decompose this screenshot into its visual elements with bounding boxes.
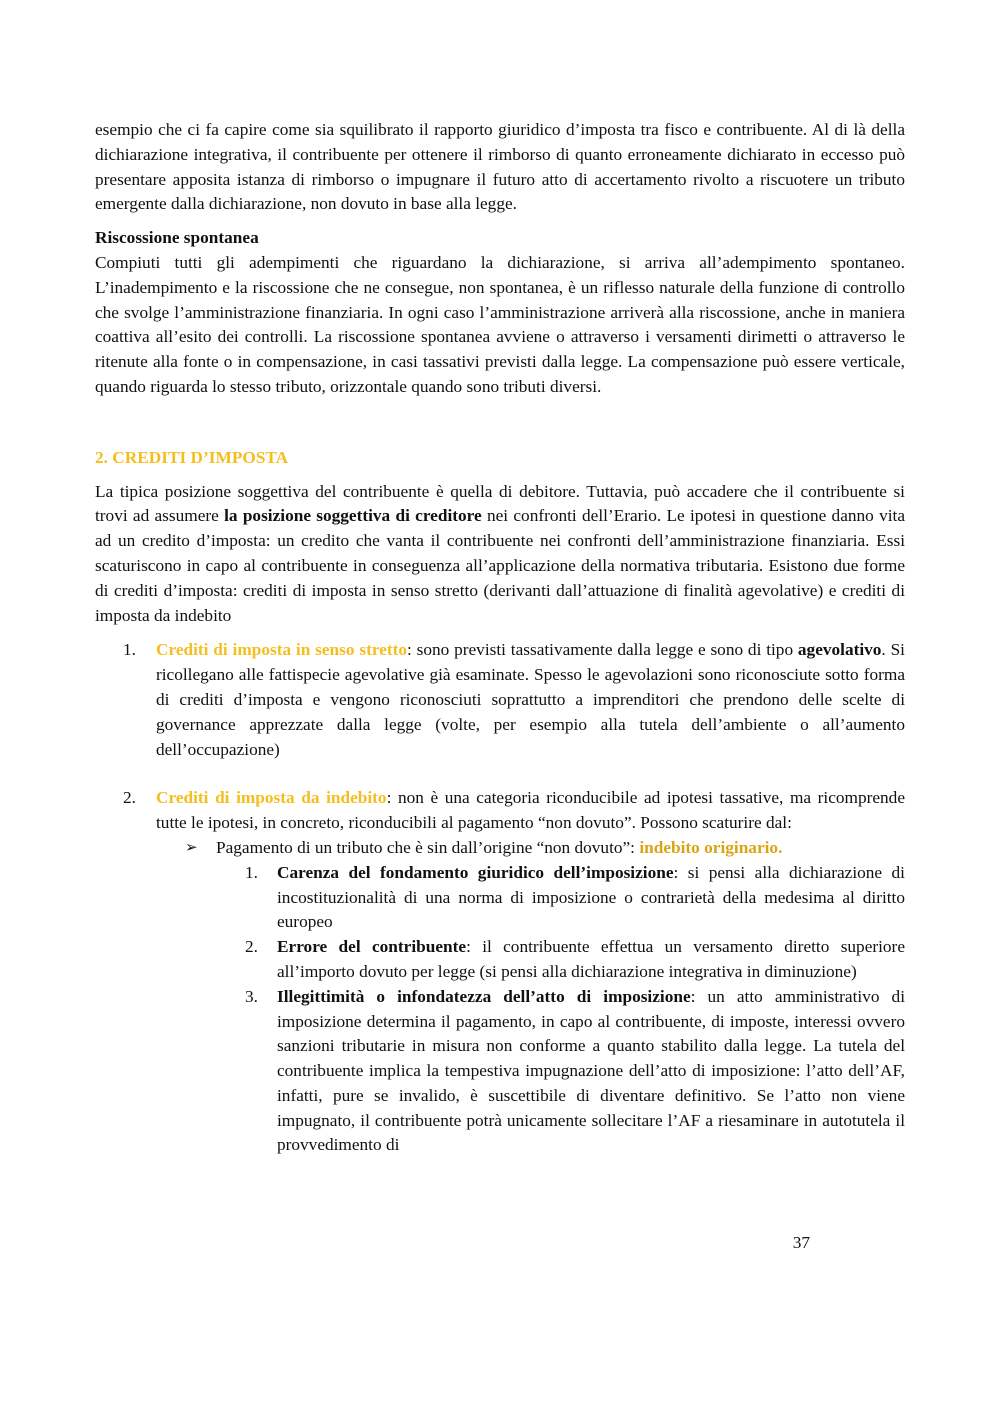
sub-list-item-2-text: : il contribuente effettua un versamento diretto superiore all’importo dovuto per legge (si pensi alla dichiarazione integrativa in diminuzione) xyxy=(277,937,905,981)
section-paragraph-text-b: nei confronti dell’Erario. Le ipotesi in questione danno vita ad un credito d’imposta: un credito che vanta il contribuente nei confronti dell’amministrazione finanziaria. Essi scaturiscono in capo al contribuente in conseguenza all’applicazione della normativa tributaria. Esistono due forme di crediti d’imposta: crediti di imposta in senso stretto (derivanti dall’attuazione di finalità agevolative) e crediti di imposta da indebito xyxy=(95,506,905,625)
sub-list-item-3-bold: Illegittimità o infondatezza dell’atto di imposizione xyxy=(277,986,691,1006)
list-number-1: 1. xyxy=(123,640,136,660)
list-item-1 xyxy=(123,638,905,762)
sub-list-item-3 xyxy=(245,985,905,1159)
sub-list-item-1-text: : si pensi alla dichiarazione di incostituzionalità di una norma di imposizione o contrarietà della medesima al diritto europeo xyxy=(277,862,905,932)
riscossione-heading: Riscossione spontanea xyxy=(95,228,259,248)
list-item-2-title: Crediti di imposta da indebito xyxy=(156,788,387,808)
bullet-text: Pagamento di un tributo che è sin dall’origine “non dovuto”: xyxy=(216,837,640,857)
list-item-2 xyxy=(123,786,905,836)
sub-list-item-1-bold: Carenza del fondamento giuridico dell’imposizione xyxy=(277,862,674,882)
list-item-1-text-b: . Si ricollegano alle fattispecie agevolative già esaminate. Spesso le agevolazioni sono riconosciute sotto forma di crediti d’imposta e vengono riconosciuti soprattutto a imprenditori che prendono delle scelte di governance apprezzate dalla legge (volte, per esempio alla tutela dell’ambiente o all’aumento dell’occupazione) xyxy=(156,640,905,759)
section-title: 2. CREDITI D’IMPOSTA xyxy=(95,447,289,467)
document-page xyxy=(95,118,905,1252)
bullet-end: . xyxy=(778,837,783,857)
sub-list-item-3-text: : un atto amministrativo di imposizione determina il pagamento, in capo al contribuente, di imposte, interessi ovvero sanzioni tributarie in misura non conforme a quanto stabilito dalla legge. La tutela del contribuente implica la tempestiva impugnazione dell’atto di imposizione: l’atto dell’AF, infatti, pure se invalido, è suscettibile di diventare definitivo. Se l’atto non viene impugnato, il contribuente potrà unicamente sollecitare l’AF a riesaminare in autotutela il provvedimento di xyxy=(277,986,905,1155)
sub-list-number-1: 1. xyxy=(245,862,258,882)
section-paragraph xyxy=(95,480,905,629)
sub-list-item-2-bold: Errore del contribuente xyxy=(277,937,467,957)
list-item-1-title: Crediti di imposta in senso stretto xyxy=(156,640,408,660)
list-item-1-bold: agevolativo xyxy=(797,640,882,660)
bullet-highlight: indebito originario xyxy=(639,837,779,857)
riscossione-paragraph: Compiuti tutti gli adempimenti che riguardano la dichiarazione, si arriva all’adempimento spontaneo. L’inadempimento e la riscossione che ne consegue, non spontanea, è un riflesso naturale della funzione di controllo che svolge l’amministrazione finanziaria. In ogni caso l’amministrazione arriverà alla riscossione, anche in maniera coattiva all’esito dei controlli. La riscossione spontanea avviene o attraverso i versamenti dirimetti o attraverso le ritenute alla fonte o in compensazione, in casi tassativi previsti dalla legge. La compensazione può essere verticale, quando riguarda lo stesso tributo, orizzontale quando sono tributi diversi. xyxy=(95,252,905,396)
list-item-1-text-a: : sono previsti tassativamente dalla legge e sono di tipo xyxy=(407,640,798,660)
section-paragraph-bold: la posizione soggettiva di creditore xyxy=(224,506,482,526)
sub-list-number-2: 2. xyxy=(245,937,258,957)
intro-paragraph: esempio che ci fa capire come sia squilibrato il rapporto giuridico d’imposta tra fisco e contribuente. Al di là della dichiarazione integrativa, il contribuente per ottenere il rimborso di quanto erroneamente dichiarato in eccesso può presentare apposita istanza di rimborso o impugnare il futuro atto di accertamento rivolto a riscuotere un tributo emergente dalla dichiarazione, non dovuto in base alla legge. xyxy=(95,120,905,214)
sub-list-item-2 xyxy=(245,935,905,985)
list-item-2-text: : non è una categoria riconducibile ad ipotesi tassative, ma ricomprende tutte le ipotesi, in concreto, riconducibili al pagamento “non dovuto”. Possono scaturire dal: xyxy=(156,788,905,833)
page-number: 37 xyxy=(792,1233,810,1252)
arrow-bullet-icon: ➢ xyxy=(185,839,198,856)
bullet-item xyxy=(185,836,905,861)
section-paragraph-text-a: La tipica posizione soggettiva del contribuente è quella di debitore. Tuttavia, può accadere che il contribuente si trovi ad assumere xyxy=(95,481,905,526)
sub-list-number-3: 3. xyxy=(245,986,258,1006)
list-number-2: 2. xyxy=(123,788,136,808)
sub-list-item-1 xyxy=(245,861,905,935)
